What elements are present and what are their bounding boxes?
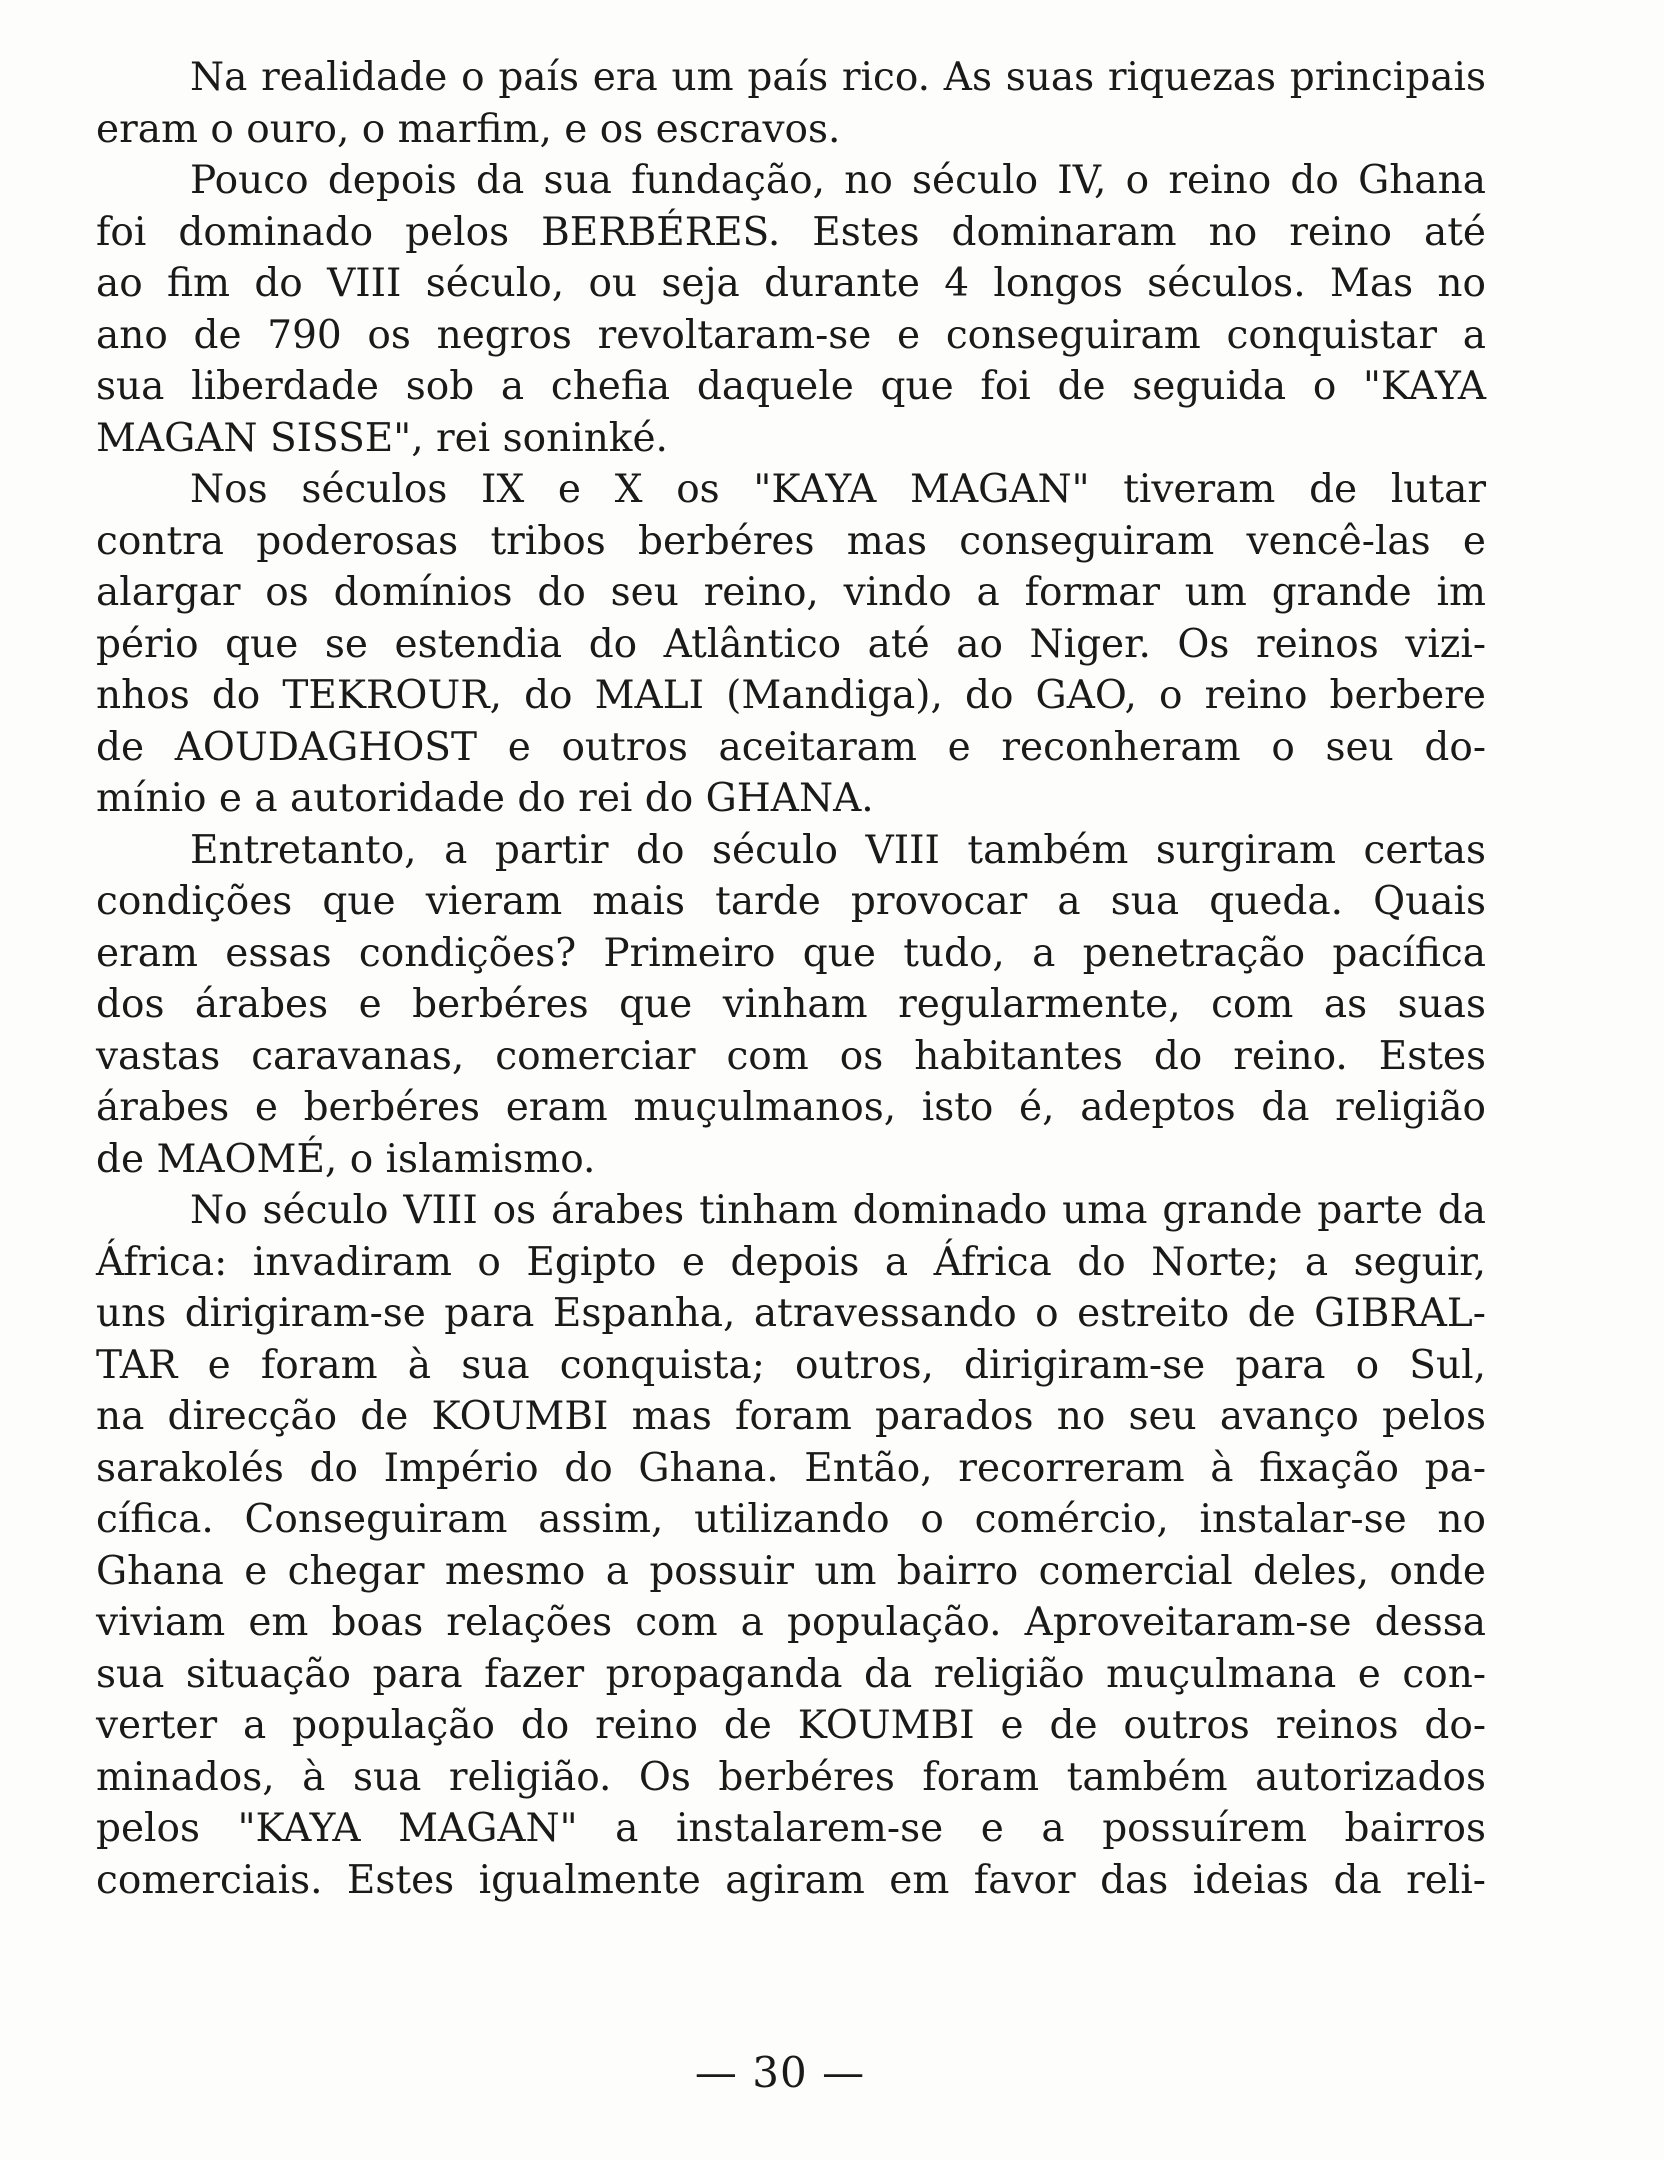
paragraph-3-line-4: pério que se estendia do Atlântico até ao Niger. Os reinos vizi- bbox=[96, 621, 1486, 667]
paragraph-5-line-14: comerciais. Estes igualmente agiram em favor das ideias da reli- bbox=[96, 1857, 1486, 1903]
paragraph-2-line-3: ao fim do VIII século, ou seja durante 4 longos séculos. Mas no bbox=[96, 261, 1486, 306]
page-text bbox=[96, 52, 1486, 1906]
paragraph-4-line-5: vastas caravanas, comerciar com os habitantes do reino. Estes bbox=[96, 1033, 1486, 1079]
paragraph-2-line-1: Pouco depois da sua fundação, no século IV, o reino do Ghana bbox=[190, 158, 1486, 203]
paragraph-2-line-5: sua liberdade sob a chefia daquele que foi de seguida o "KAYA bbox=[96, 364, 1486, 409]
paragraph-3-line-2: contra poderosas tribos berbéres mas conseguiram vencê-las e bbox=[96, 518, 1486, 564]
paragraph-5-line-5: na direcção de KOUMBI mas foram parados no seu avanço pelos bbox=[96, 1394, 1486, 1439]
paragraph-5-line-12: minados, à sua religião. Os berbéres foram também autorizados bbox=[96, 1754, 1486, 1800]
paragraph-2-line-2: foi dominado pelos BERBÉRES. Estes dominaram no reino até bbox=[96, 209, 1486, 255]
paragraph-3-line-5: nhos do TEKROUR, do MALI (Mandiga), do GAO, o reino berbere bbox=[96, 673, 1486, 718]
paragraph-4-line-7: de MAOMÉ, o islamismo. bbox=[96, 1136, 596, 1182]
paragraph-5-line-10: sua situação para fazer propaganda da religião muçulmana e con- bbox=[96, 1651, 1486, 1697]
paragraph-2-line-4: ano de 790 os negros revoltaram-se e conseguiram conquistar a bbox=[96, 312, 1486, 358]
paragraph-5-line-2: África: invadiram o Egipto e depois a África do Norte; a seguir, bbox=[96, 1239, 1486, 1285]
paragraph-4-line-1: Entretanto, a partir do século VIII também surgiram certas bbox=[190, 827, 1486, 873]
paragraph-3-line-6: de AOUDAGHOST e outros aceitaram e reconheram o seu do- bbox=[96, 724, 1486, 770]
paragraph-5-line-6: sarakolés do Império do Ghana. Então, recorreram à fixação pa- bbox=[96, 1445, 1486, 1491]
paragraph-5-line-1: No século VIII os árabes tinham dominado uma grande parte da bbox=[190, 1188, 1486, 1233]
paragraph-1-line-2: eram o ouro, o marfim, e os escravos. bbox=[96, 106, 841, 152]
paragraph-4-line-6: árabes e berbéres eram muçulmanos, isto é, adeptos da religião bbox=[96, 1085, 1486, 1130]
paragraph-5-line-7: cífica. Conseguiram assim, utilizando o comércio, instalar-se no bbox=[96, 1497, 1486, 1542]
paragraph-2-line-6: MAGAN SISSE", rei soninké. bbox=[96, 415, 668, 461]
paragraph-5-line-11: verter a população do reino de KOUMBI e de outros reinos do- bbox=[96, 1703, 1486, 1748]
paragraph-4-line-4: dos árabes e berbéres que vinham regularmente, com as suas bbox=[96, 982, 1486, 1027]
paragraph-3-line-3: alargar os domínios do seu reino, vindo a formar um grande im bbox=[96, 570, 1486, 615]
paragraph-5-line-3: uns dirigiram-se para Espanha, atravessando o estreito de GIBRAL- bbox=[96, 1291, 1486, 1336]
paragraph-1-line-1: Na realidade o país era um país rico. As suas riquezas principais bbox=[190, 55, 1486, 100]
paragraph-4-line-3: eram essas condições? Primeiro que tudo, a penetração pacífica bbox=[96, 930, 1486, 976]
page-number: — 30 — bbox=[694, 2048, 866, 2097]
paragraph-5-line-13: pelos "KAYA MAGAN" a instalarem-se e a possuírem bairros bbox=[96, 1806, 1486, 1851]
paragraph-5-line-9: viviam em boas relações com a população. Aproveitaram-se dessa bbox=[96, 1600, 1486, 1645]
paragraph-4-line-2: condições que vieram mais tarde provocar a sua queda. Quais bbox=[96, 879, 1486, 924]
paragraph-5-line-4: TAR e foram à sua conquista; outros, dirigiram-se para o Sul, bbox=[96, 1342, 1486, 1388]
paragraph-3-line-7: mínio e a autoridade do rei do GHANA. bbox=[96, 776, 874, 821]
paragraph-3-line-1: Nos séculos IX e X os "KAYA MAGAN" tiveram de lutar bbox=[190, 467, 1486, 512]
paragraph-5-line-8: Ghana e chegar mesmo a possuir um bairro comercial deles, onde bbox=[96, 1548, 1486, 1594]
